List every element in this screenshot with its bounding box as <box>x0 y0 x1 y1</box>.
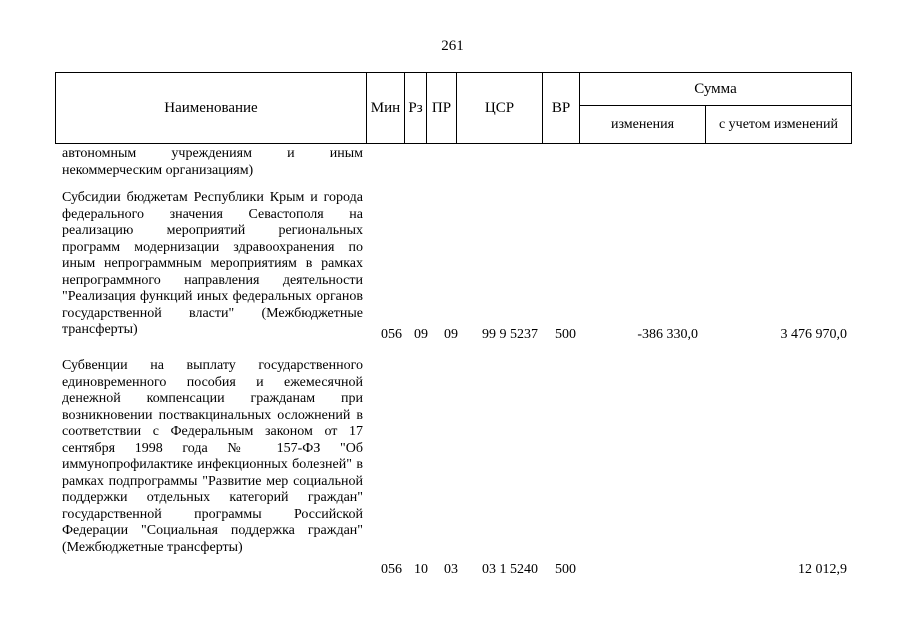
column-header-sum: Сумма <box>580 73 851 106</box>
cell-vr: 500 <box>555 327 576 342</box>
column-header-pr: ПР <box>427 73 457 143</box>
cell-min: 056 <box>381 562 402 577</box>
cell-rz: 09 <box>414 327 428 342</box>
cell-rz: 10 <box>414 562 428 577</box>
cell-pr: 03 <box>444 562 458 577</box>
cell-csr: 03 1 5240 <box>482 562 538 577</box>
cell-total: 12 012,9 <box>798 562 847 577</box>
table-header <box>55 72 852 144</box>
column-header-csr: ЦСР <box>457 73 543 143</box>
column-header-change: изменения <box>580 106 706 143</box>
cell-vr: 500 <box>555 562 576 577</box>
column-header-total: с учетом изменений <box>718 117 839 132</box>
cell-pr: 09 <box>444 327 458 342</box>
cell-total: 3 476 970,0 <box>780 327 847 342</box>
column-header-min: Мин <box>367 73 405 143</box>
cell-min: 056 <box>381 327 402 342</box>
column-header-vr: ВР <box>543 73 580 143</box>
page-number: 261 <box>441 38 464 54</box>
table-row-name: Субсидии бюджетам Республики Крым и города федерального значения Севастополя на реализацию мероприятий региональных программ модернизации здравоохранения по иным непрограммным мероприятиям в рамках непрограммного направления деятельности "Реализация функций иных федеральных органов государственной власти" (Межбюджетные трансферты) <box>62 190 363 337</box>
table-row-name: Субвенции на выплату государственного единовременного пособия и ежемесячной денежной компенсации гражданам при возникновении поствакцинальных осложнений в соответствии с Федеральным законом от 17 сентября 1998 года № 157-ФЗ "Об иммунопрофилактике инфекционных болезней" в рамках подпрограммы "Развитие мер социальной поддержки отдельных категорий граждан" государственной программы Российской Федерации "Социальная поддержка граждан" (Межбюджетные трансферты) <box>62 358 363 555</box>
column-header-rz: Рз <box>405 73 427 143</box>
column-header-name: Наименование <box>56 73 367 143</box>
table-row-name: автономным учреждениям и иным некоммерческим организациям) <box>62 146 363 178</box>
cell-change: -386 330,0 <box>637 327 698 342</box>
cell-csr: 99 9 5237 <box>482 327 538 342</box>
